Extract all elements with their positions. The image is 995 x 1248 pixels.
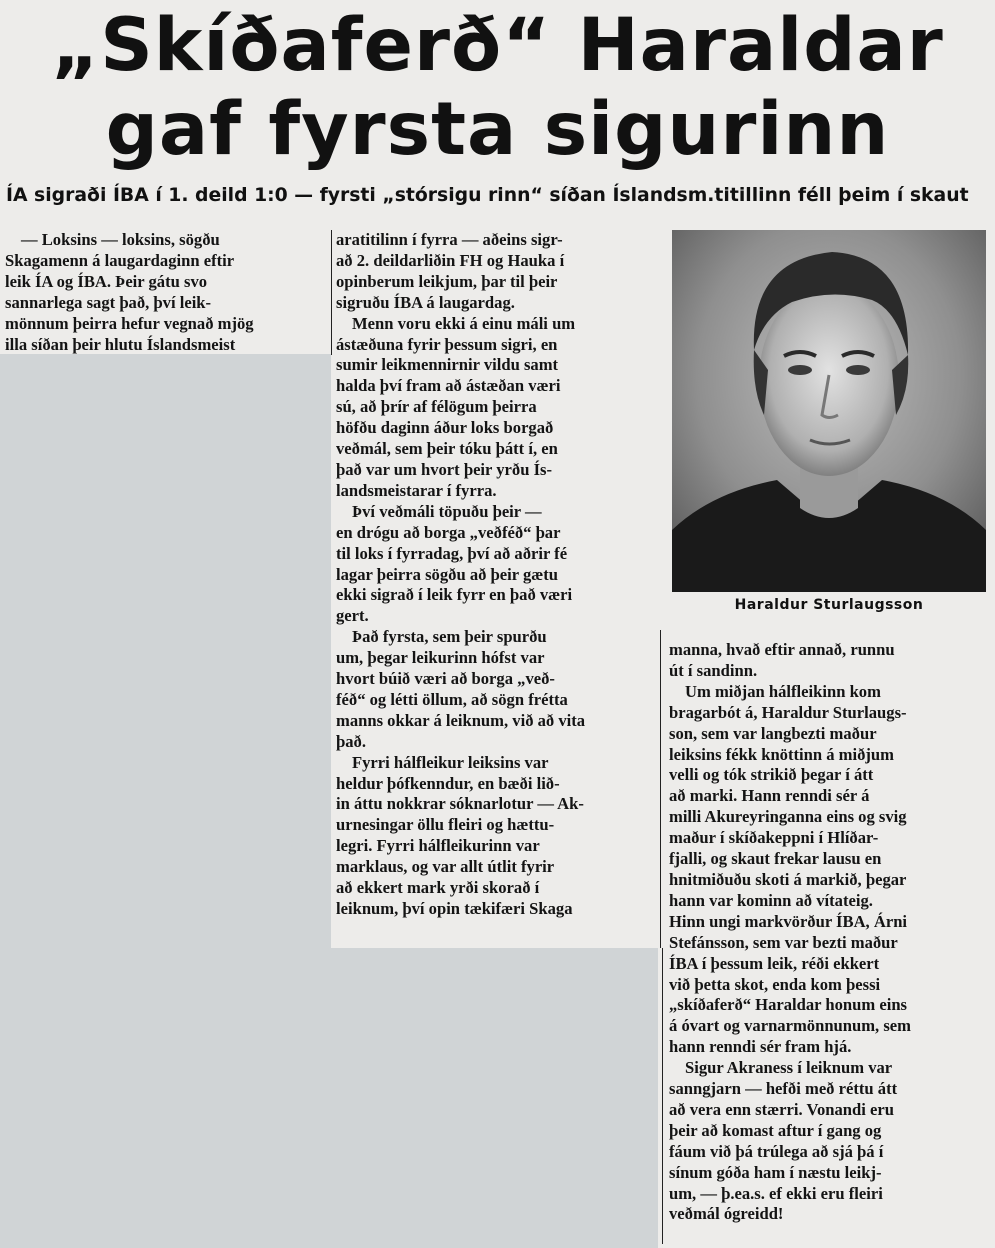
article-line: landsmeistarar í fyrra. — [336, 480, 497, 500]
article-line: að ekkert mark yrði skorað í — [336, 878, 540, 898]
article-line: velli og tók strikið þegar í átt — [669, 765, 874, 785]
article-line: ÍBA í þessum leik, réði ekkert — [669, 953, 880, 973]
article-line: um, — þ.ea.s. ef ekki eru fleiri — [669, 1183, 883, 1203]
column-rule-3 — [662, 948, 663, 1244]
headline-line-2: gaf fyrsta sigurinn — [105, 87, 890, 172]
article-line: Fyrri hálfleikur leiksins var — [352, 752, 549, 772]
article-line: heldur þófkenndur, en bæði lið- — [336, 773, 560, 793]
article-line: halda því fram að ástæðan væri — [336, 376, 561, 396]
article-line: við þetta skot, enda kom þessi — [669, 974, 881, 994]
portrait-photo-image — [672, 230, 986, 592]
article-line: son, sem var langbezti maður — [669, 723, 877, 743]
article-line: „skíðaferð“ Haraldar honum eins — [669, 995, 908, 1015]
article-line: hnitmiðuðu skoti á markið, þegar — [669, 869, 907, 889]
article-line: legri. Fyrri hálfleikurinn var — [336, 836, 540, 856]
article-line: leik ÍA og ÍBA. Þeir gátu svo — [5, 271, 208, 291]
article-line: Menn voru ekki á einu máli um — [352, 313, 576, 333]
article-line: aratitilinn í fyrra — aðeins sigr- — [336, 230, 563, 249]
article-line: mönnum þeirra hefur vegnað mjög — [5, 313, 254, 333]
article-line: urnesingar öllu fleiri og hættu- — [336, 815, 555, 835]
article-line: leiksins fékk knöttinn á miðjum — [669, 744, 894, 764]
article-line: Því veðmáli töpuðu þeir — — [352, 501, 542, 521]
article-line: sú, að þrír af félögum þeirra — [336, 397, 537, 417]
article-line: Stefánsson, sem var bezti maður — [669, 932, 898, 952]
article-line: hann renndi sér fram hjá. — [669, 1037, 852, 1057]
article-line: sigruðu ÍBA á laugardag. — [336, 292, 515, 312]
headline-line-1: „Skíðaferð“ Haraldar — [51, 3, 944, 88]
column-rule-1 — [331, 230, 332, 355]
article-line: bragarbót á, Haraldur Sturlaugs- — [669, 702, 907, 722]
article-column-2 — [336, 230, 656, 920]
article-line: ekki sigrað í leik fyrr en það væri — [336, 585, 573, 605]
article-column-1 — [5, 230, 325, 355]
article-line: til loks í fyrradag, því að aðrir fé — [336, 543, 568, 563]
article-line: að vera enn stærri. Vonandi eru — [669, 1099, 894, 1119]
article-line: leiknum, því opin tækifæri Skaga — [336, 899, 573, 918]
article-line: manns okkar á leiknum, við að vita — [336, 710, 586, 730]
article-line: að 2. deildarliðin FH og Hauka í — [336, 250, 565, 270]
article-line: marklaus, og var allt útlit fyrir — [336, 857, 555, 877]
article-line: út í sandinn. — [669, 660, 758, 680]
article-line: höfðu daginn áður loks borgað — [336, 418, 554, 438]
article-line: opinberum leikjum, þar til þeir — [336, 271, 558, 291]
article-line: það. — [336, 731, 366, 751]
subheadline: ÍA sigraði ÍBA í 1. deild 1:0 — fyrsti „stórsigu rinn“ síðan Íslandsm.titillinn féll þeim í skaut — [6, 185, 969, 206]
article-line: um, þegar leikurinn hófst var — [336, 648, 545, 668]
article-line: þeir að komast aftur í gang og — [669, 1120, 882, 1140]
article-line: — Loksins — loksins, sögðu — [21, 230, 220, 249]
article-column-3 — [669, 640, 987, 1225]
article-line: gert. — [336, 606, 369, 626]
headline — [0, 4, 995, 172]
article-line: hvort búið væri að borga „veð- — [336, 669, 555, 689]
article-line: að marki. Hann renndi sér á — [669, 786, 870, 806]
article-line: Skagamenn á laugardaginn eftir — [5, 250, 235, 270]
article-line: fáum við þá trúlega að sjá þá í — [669, 1141, 884, 1161]
portrait-photo — [672, 230, 986, 592]
article-line: veðmál ógreidd! — [669, 1204, 784, 1224]
article-line: sumir leikmennirnir vildu samt — [336, 355, 559, 375]
article-line: Það fyrsta, sem þeir spurðu — [352, 627, 547, 647]
article-line: Sigur Akraness í leiknum var — [685, 1058, 893, 1078]
article-line: fjalli, og skaut frekar lausu en — [669, 849, 882, 869]
article-line: veðmál, sem þeir tóku þátt í, en — [336, 439, 558, 459]
article-line: maður í skíðakeppni í Hlíðar- — [669, 828, 879, 848]
article-line: en drógu að borga „veðféð“ þar — [336, 522, 561, 542]
photo-caption: Haraldur Sturlaugsson — [734, 597, 924, 613]
column-rule-2 — [660, 630, 661, 948]
article-line: Um miðjan hálfleikinn kom — [685, 681, 881, 701]
article-line: féð“ og létti öllum, að sögn frétta — [336, 689, 568, 709]
article-line: ástæðuna fyrir þessum sigri, en — [336, 334, 558, 354]
article-line: það var um hvort þeir yrðu Ís- — [336, 459, 553, 479]
article-line: sínum góða ham í næstu leikj- — [669, 1162, 882, 1182]
article-line: milli Akureyringanna eins og svig — [669, 807, 907, 827]
article-line: manna, hvað eftir annað, runnu — [669, 640, 895, 659]
article-line: sannarlega sagt það, því leik- — [5, 292, 212, 312]
article-line: á óvart og varnarmönnunum, sem — [669, 1016, 911, 1036]
article-line: in áttu nokkrar sóknarlotur — Ak- — [336, 794, 584, 814]
article-line: illa síðan þeir hlutu Íslandsmeist — [5, 334, 236, 354]
article-line: sanngjarn — hefði með réttu átt — [669, 1079, 898, 1099]
article-line: lagar þeirra sögðu að þeir gætu — [336, 564, 559, 584]
article-line: Hinn ungi markvörður ÍBA, Árni — [669, 911, 908, 931]
article-line: hann var kominn að vítateig. — [669, 890, 873, 910]
